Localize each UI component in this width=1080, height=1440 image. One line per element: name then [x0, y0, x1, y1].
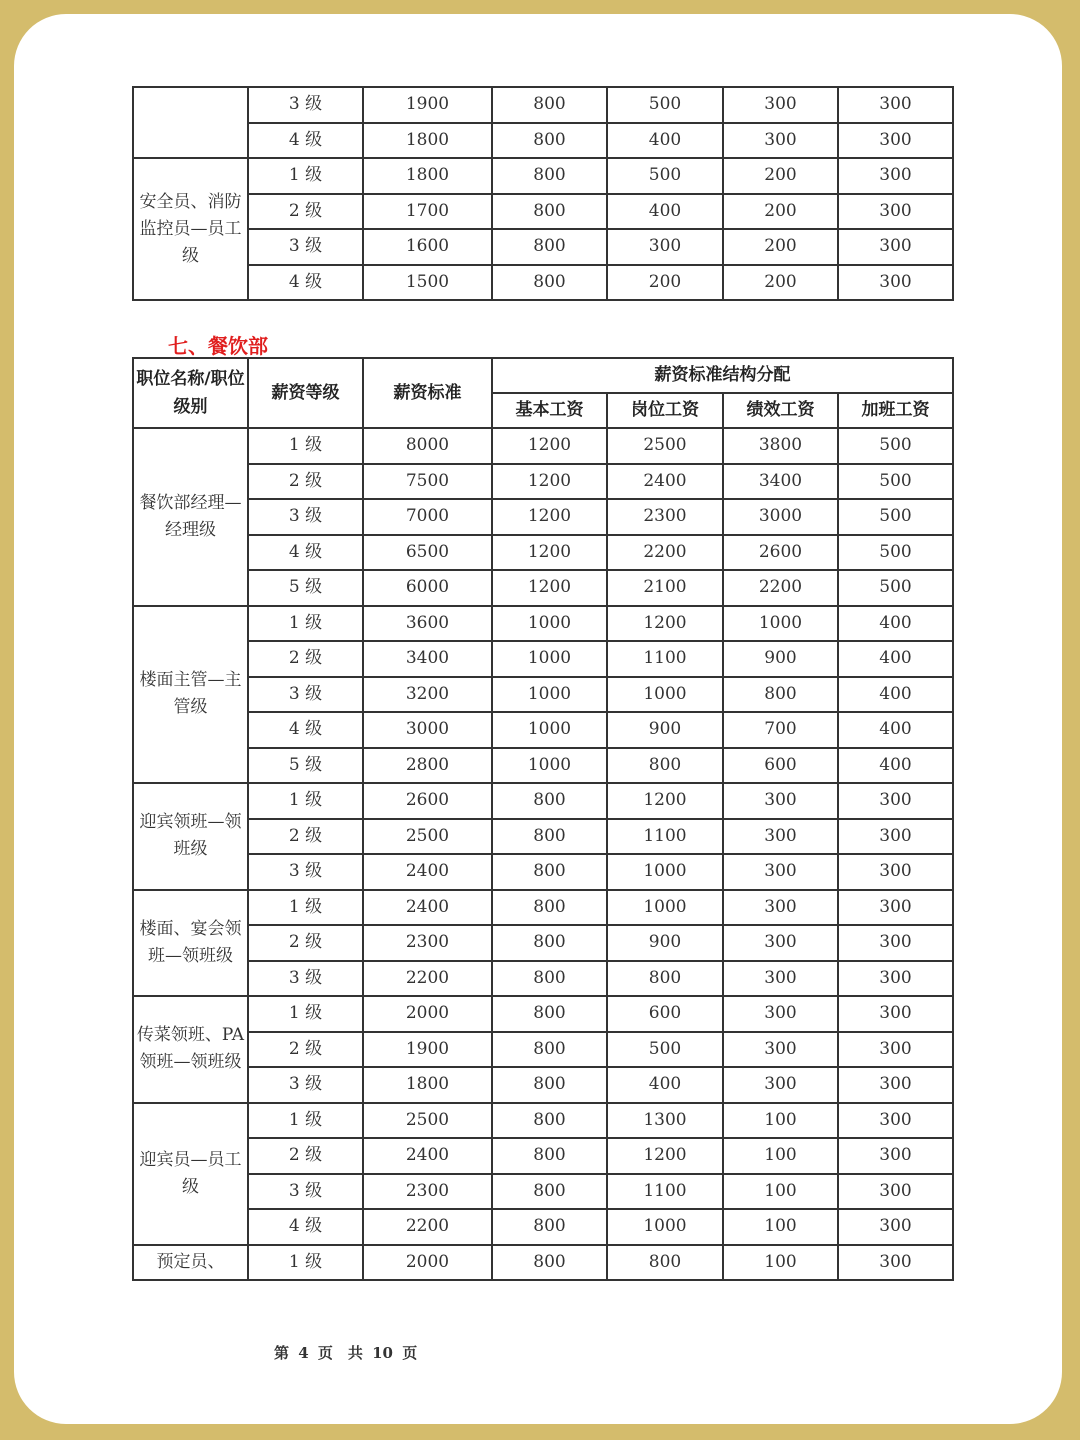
value-cell: 500 [838, 464, 953, 500]
header-grade: 薪资等级 [248, 358, 363, 428]
grade-cell: 1 级 [248, 606, 363, 642]
table-row [133, 87, 953, 123]
header-position-label: 职位名称/职位级别 [136, 369, 245, 417]
value-cell: 1100 [607, 819, 723, 855]
position-name-cell: 预定员、 [133, 1245, 248, 1281]
value-cell: 300 [723, 123, 838, 159]
grade-cell: 5 级 [248, 570, 363, 606]
value-cell: 300 [607, 229, 723, 265]
table-row [133, 123, 953, 159]
table-row [133, 890, 953, 926]
value-cell: 300 [723, 996, 838, 1032]
value-cell: 300 [838, 1245, 953, 1281]
value-cell: 1100 [607, 641, 723, 677]
value-cell: 900 [723, 641, 838, 677]
grade-cell: 3 级 [248, 499, 363, 535]
value-cell: 600 [723, 748, 838, 784]
value-cell: 300 [723, 961, 838, 997]
value-cell: 500 [838, 535, 953, 571]
value-cell: 3200 [363, 677, 492, 713]
value-cell: 800 [492, 194, 607, 230]
value-cell: 7500 [363, 464, 492, 500]
value-cell: 3000 [723, 499, 838, 535]
catering-salary-table [132, 357, 954, 1281]
position-name-cell: 楼面、宴会领班—领班级 [133, 890, 248, 997]
header-position [133, 358, 248, 428]
value-cell: 800 [492, 854, 607, 890]
value-cell: 300 [838, 961, 953, 997]
value-cell: 300 [723, 890, 838, 926]
value-cell: 1000 [492, 748, 607, 784]
table-row [133, 606, 953, 642]
grade-cell: 1 级 [248, 996, 363, 1032]
grade-cell: 4 级 [248, 1209, 363, 1245]
value-cell: 300 [838, 854, 953, 890]
value-cell: 1200 [492, 428, 607, 464]
value-cell: 6000 [363, 570, 492, 606]
value-cell: 2300 [363, 1174, 492, 1210]
value-cell: 800 [607, 961, 723, 997]
grade-cell: 5 级 [248, 748, 363, 784]
value-cell: 2200 [363, 961, 492, 997]
value-cell: 2600 [363, 783, 492, 819]
value-cell: 1900 [363, 1032, 492, 1068]
table-row [133, 1138, 953, 1174]
value-cell: 2400 [607, 464, 723, 500]
grade-cell: 3 级 [248, 854, 363, 890]
value-cell: 800 [492, 158, 607, 194]
value-cell: 300 [723, 819, 838, 855]
position-name-cell: 餐饮部经理—经理级 [133, 428, 248, 606]
value-cell: 1000 [723, 606, 838, 642]
value-cell: 200 [607, 265, 723, 301]
value-cell: 100 [723, 1138, 838, 1174]
position-name-cell: 迎宾员—员工级 [133, 1103, 248, 1245]
grade-cell: 3 级 [248, 1174, 363, 1210]
page-footer: 第 4 页 共 10 页 [274, 1344, 418, 1362]
value-cell: 6500 [363, 535, 492, 571]
table-row [133, 783, 953, 819]
grade-cell: 4 级 [248, 265, 363, 301]
value-cell: 3800 [723, 428, 838, 464]
value-cell: 300 [723, 1067, 838, 1103]
value-cell: 400 [838, 606, 953, 642]
value-cell: 900 [607, 712, 723, 748]
value-cell: 2000 [363, 1245, 492, 1281]
grade-cell: 2 级 [248, 925, 363, 961]
value-cell: 2600 [723, 535, 838, 571]
value-cell: 500 [838, 428, 953, 464]
table-row [133, 265, 953, 301]
table-row [133, 194, 953, 230]
header-standard: 薪资标准 [363, 358, 492, 428]
value-cell: 100 [723, 1209, 838, 1245]
value-cell: 800 [492, 87, 607, 123]
value-cell: 2300 [607, 499, 723, 535]
value-cell: 1800 [363, 123, 492, 159]
value-cell: 3400 [363, 641, 492, 677]
value-cell: 300 [838, 996, 953, 1032]
value-cell: 300 [723, 925, 838, 961]
value-cell: 1300 [607, 1103, 723, 1139]
value-cell: 400 [607, 1067, 723, 1103]
table-row [133, 1209, 953, 1245]
value-cell: 1200 [607, 606, 723, 642]
grade-cell: 2 级 [248, 194, 363, 230]
value-cell: 300 [838, 890, 953, 926]
value-cell: 300 [838, 925, 953, 961]
grade-cell: 4 级 [248, 535, 363, 571]
table-row [133, 996, 953, 1032]
value-cell: 2400 [363, 1138, 492, 1174]
value-cell: 500 [607, 87, 723, 123]
value-cell: 1200 [492, 535, 607, 571]
value-cell: 500 [838, 570, 953, 606]
value-cell: 800 [492, 925, 607, 961]
grade-cell: 2 级 [248, 1138, 363, 1174]
value-cell: 2200 [607, 535, 723, 571]
value-cell: 400 [607, 123, 723, 159]
table-row [133, 158, 953, 194]
value-cell: 800 [492, 1174, 607, 1210]
position-name-cell: 传菜领班、PA 领班—领班级 [133, 996, 248, 1103]
value-cell: 2300 [363, 925, 492, 961]
section-title: 七、餐饮部 [168, 334, 268, 358]
value-cell: 300 [838, 1032, 953, 1068]
value-cell: 300 [838, 194, 953, 230]
grade-cell: 2 级 [248, 464, 363, 500]
value-cell: 2800 [363, 748, 492, 784]
table-row [133, 570, 953, 606]
value-cell: 800 [492, 1067, 607, 1103]
value-cell: 1700 [363, 194, 492, 230]
value-cell: 300 [838, 1067, 953, 1103]
value-cell: 800 [723, 677, 838, 713]
value-cell: 800 [492, 1032, 607, 1068]
grade-cell: 3 级 [248, 961, 363, 997]
value-cell: 300 [838, 1209, 953, 1245]
value-cell: 1200 [607, 1138, 723, 1174]
value-cell: 800 [492, 996, 607, 1032]
value-cell: 300 [723, 854, 838, 890]
value-cell: 1100 [607, 1174, 723, 1210]
value-cell: 2400 [363, 854, 492, 890]
grade-cell: 1 级 [248, 1245, 363, 1281]
grade-cell: 2 级 [248, 1032, 363, 1068]
value-cell: 300 [838, 1174, 953, 1210]
value-cell: 300 [838, 1138, 953, 1174]
position-name-cell [133, 87, 248, 158]
value-cell: 2100 [607, 570, 723, 606]
value-cell: 2500 [607, 428, 723, 464]
grade-cell: 2 级 [248, 819, 363, 855]
value-cell: 200 [723, 265, 838, 301]
value-cell: 1200 [492, 464, 607, 500]
value-cell: 300 [838, 87, 953, 123]
value-cell: 2500 [363, 1103, 492, 1139]
value-cell: 2400 [363, 890, 492, 926]
grade-cell: 3 级 [248, 677, 363, 713]
value-cell: 300 [838, 265, 953, 301]
value-cell: 300 [723, 783, 838, 819]
value-cell: 3600 [363, 606, 492, 642]
value-cell: 1000 [492, 641, 607, 677]
grade-cell: 2 级 [248, 641, 363, 677]
value-cell: 1200 [607, 783, 723, 819]
value-cell: 1000 [492, 606, 607, 642]
table-row [133, 464, 953, 500]
value-cell: 3000 [363, 712, 492, 748]
value-cell: 300 [838, 123, 953, 159]
table-row [133, 428, 953, 464]
position-name-cell: 安全员、消防监控员—员工级 [133, 158, 248, 300]
table-row [133, 712, 953, 748]
grade-cell: 3 级 [248, 1067, 363, 1103]
value-cell: 400 [838, 712, 953, 748]
grade-cell: 1 级 [248, 890, 363, 926]
grade-cell: 4 级 [248, 712, 363, 748]
value-cell: 300 [838, 1103, 953, 1139]
value-cell: 3400 [723, 464, 838, 500]
value-cell: 1000 [607, 1209, 723, 1245]
value-cell: 8000 [363, 428, 492, 464]
value-cell: 800 [492, 123, 607, 159]
value-cell: 2200 [723, 570, 838, 606]
value-cell: 800 [492, 229, 607, 265]
value-cell: 2200 [363, 1209, 492, 1245]
value-cell: 1000 [492, 712, 607, 748]
value-cell: 800 [492, 783, 607, 819]
value-cell: 800 [492, 1245, 607, 1281]
table-row [133, 854, 953, 890]
grade-cell: 3 级 [248, 229, 363, 265]
value-cell: 100 [723, 1103, 838, 1139]
value-cell: 100 [723, 1174, 838, 1210]
value-cell: 400 [838, 641, 953, 677]
value-cell: 300 [838, 783, 953, 819]
value-cell: 1200 [492, 499, 607, 535]
table-row [133, 819, 953, 855]
value-cell: 800 [492, 1209, 607, 1245]
value-cell: 800 [607, 1245, 723, 1281]
value-cell: 1900 [363, 87, 492, 123]
table-row [133, 641, 953, 677]
header-overtime: 加班工资 [838, 393, 953, 428]
value-cell: 500 [607, 1032, 723, 1068]
header-structure: 薪资标准结构分配 [492, 358, 953, 393]
value-cell: 800 [492, 819, 607, 855]
grade-cell: 4 级 [248, 123, 363, 159]
value-cell: 200 [723, 194, 838, 230]
salary-table-continued [132, 86, 954, 301]
value-cell: 800 [492, 1138, 607, 1174]
value-cell: 7000 [363, 499, 492, 535]
table-row [133, 1103, 953, 1139]
value-cell: 800 [492, 265, 607, 301]
value-cell: 800 [492, 890, 607, 926]
value-cell: 200 [723, 229, 838, 265]
table-row [133, 1032, 953, 1068]
header-base: 基本工资 [492, 393, 607, 428]
value-cell: 1500 [363, 265, 492, 301]
value-cell: 700 [723, 712, 838, 748]
grade-cell: 3 级 [248, 87, 363, 123]
table-row [133, 535, 953, 571]
header-row [133, 358, 953, 393]
table-row [133, 1245, 953, 1281]
table-row [133, 499, 953, 535]
value-cell: 1000 [607, 677, 723, 713]
value-cell: 400 [838, 677, 953, 713]
value-cell: 500 [838, 499, 953, 535]
value-cell: 300 [838, 158, 953, 194]
table-row [133, 1067, 953, 1103]
table-row [133, 925, 953, 961]
value-cell: 2000 [363, 996, 492, 1032]
table-row [133, 961, 953, 997]
position-name-cell: 迎宾领班—领班级 [133, 783, 248, 890]
value-cell: 1000 [492, 677, 607, 713]
grade-cell: 1 级 [248, 783, 363, 819]
value-cell: 400 [838, 748, 953, 784]
value-cell: 1200 [492, 570, 607, 606]
table-row [133, 677, 953, 713]
value-cell: 300 [838, 229, 953, 265]
header-perf: 绩效工资 [723, 393, 838, 428]
value-cell: 300 [838, 819, 953, 855]
value-cell: 300 [723, 1032, 838, 1068]
value-cell: 800 [607, 748, 723, 784]
value-cell: 1600 [363, 229, 492, 265]
value-cell: 1000 [607, 854, 723, 890]
value-cell: 900 [607, 925, 723, 961]
value-cell: 1800 [363, 158, 492, 194]
table-row [133, 229, 953, 265]
value-cell: 1000 [607, 890, 723, 926]
header-post: 岗位工资 [607, 393, 723, 428]
grade-cell: 1 级 [248, 1103, 363, 1139]
table-row [133, 1174, 953, 1210]
value-cell: 300 [723, 87, 838, 123]
value-cell: 800 [492, 1103, 607, 1139]
value-cell: 400 [607, 194, 723, 230]
table-row [133, 748, 953, 784]
value-cell: 100 [723, 1245, 838, 1281]
position-name-cell: 楼面主管—主管级 [133, 606, 248, 784]
value-cell: 1800 [363, 1067, 492, 1103]
grade-cell: 1 级 [248, 158, 363, 194]
value-cell: 600 [607, 996, 723, 1032]
value-cell: 800 [492, 961, 607, 997]
grade-cell: 1 级 [248, 428, 363, 464]
value-cell: 2500 [363, 819, 492, 855]
value-cell: 200 [723, 158, 838, 194]
value-cell: 500 [607, 158, 723, 194]
